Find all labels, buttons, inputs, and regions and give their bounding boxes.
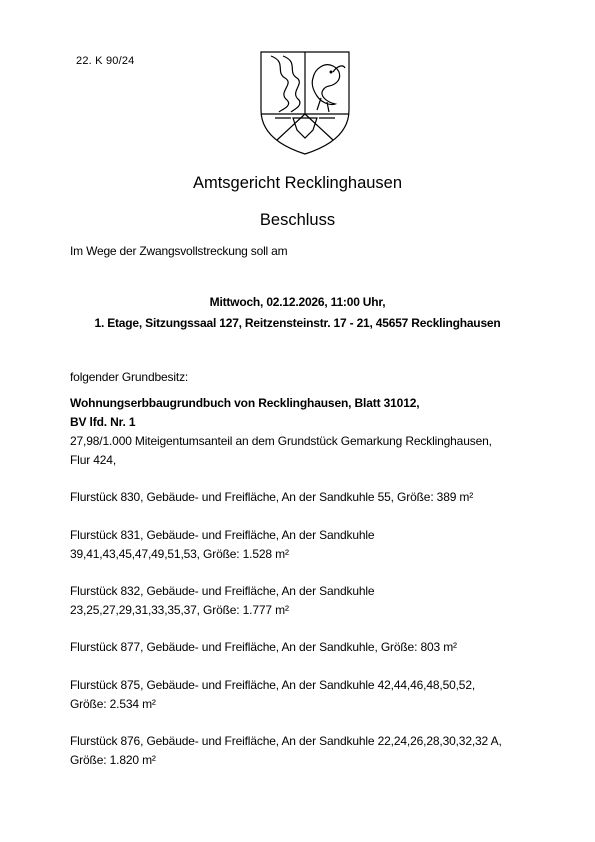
- parcel-832: [70, 582, 374, 619]
- auction-date: Mittwoch, 02.12.2026, 11:00 Uhr,: [209, 295, 386, 309]
- parcel-line: Flurstück 876, Gebäude- und Freifläche, An der Sandkuhle 22,24,26,28,30,32,32 A,: [70, 734, 502, 748]
- intro-text: Im Wege der Zwangsvollstreckung soll am: [70, 244, 288, 258]
- parcel-876: [70, 732, 502, 769]
- decision-title: Beschluss: [259, 211, 336, 229]
- parcel-line: 39,41,43,45,47,49,51,53, Größe: 1.528 m²: [70, 546, 289, 561]
- file-number: 22. K 90/24: [76, 55, 135, 67]
- parcel-line: Größe: 1.820 m²: [70, 752, 156, 767]
- parcel-line: Flurstück 877, Gebäude- und Freifläche, An der Sandkuhle, Größe: 803 m²: [70, 640, 457, 654]
- bv-line: BV lfd. Nr. 1: [70, 415, 136, 429]
- parcel-875: [70, 676, 475, 713]
- auction-location: 1. Etage, Sitzungssaal 127, Reitzensteinstr. 17 - 21, 45657 Recklinghausen: [94, 316, 501, 330]
- register-line: Wohnungserbbaugrundbuch von Recklinghausen, Blatt 31012,: [70, 396, 420, 410]
- share-line-flur: Flur 424,: [70, 453, 117, 467]
- share-line: 27,98/1.000 Miteigentumsanteil an dem Grundstück Gemarkung Recklinghausen,: [70, 434, 492, 448]
- parcel-line: Flurstück 830, Gebäude- und Freifläche, An der Sandkuhle 55, Größe: 389 m²: [70, 490, 474, 504]
- parcel-line: 23,25,27,29,31,33,35,37, Größe: 1.777 m²: [70, 602, 289, 617]
- coat-of-arms-nrw: [257, 48, 353, 158]
- parcel-877: [70, 638, 457, 657]
- parcel-830: [70, 488, 473, 507]
- parcel-line: Größe: 2.534 m²: [70, 696, 156, 711]
- parcel-line: Flurstück 832, Gebäude- und Freifläche, An der Sandkuhle: [70, 584, 375, 598]
- parcel-831: [70, 526, 374, 563]
- property-intro: folgender Grundbesitz:: [70, 370, 189, 384]
- parcel-line: Flurstück 875, Gebäude- und Freifläche, An der Sandkuhle 42,44,46,48,50,52,: [70, 678, 476, 692]
- parcel-line: Flurstück 831, Gebäude- und Freifläche, An der Sandkuhle: [70, 528, 375, 542]
- court-name: Amtsgericht Recklinghausen: [192, 174, 403, 192]
